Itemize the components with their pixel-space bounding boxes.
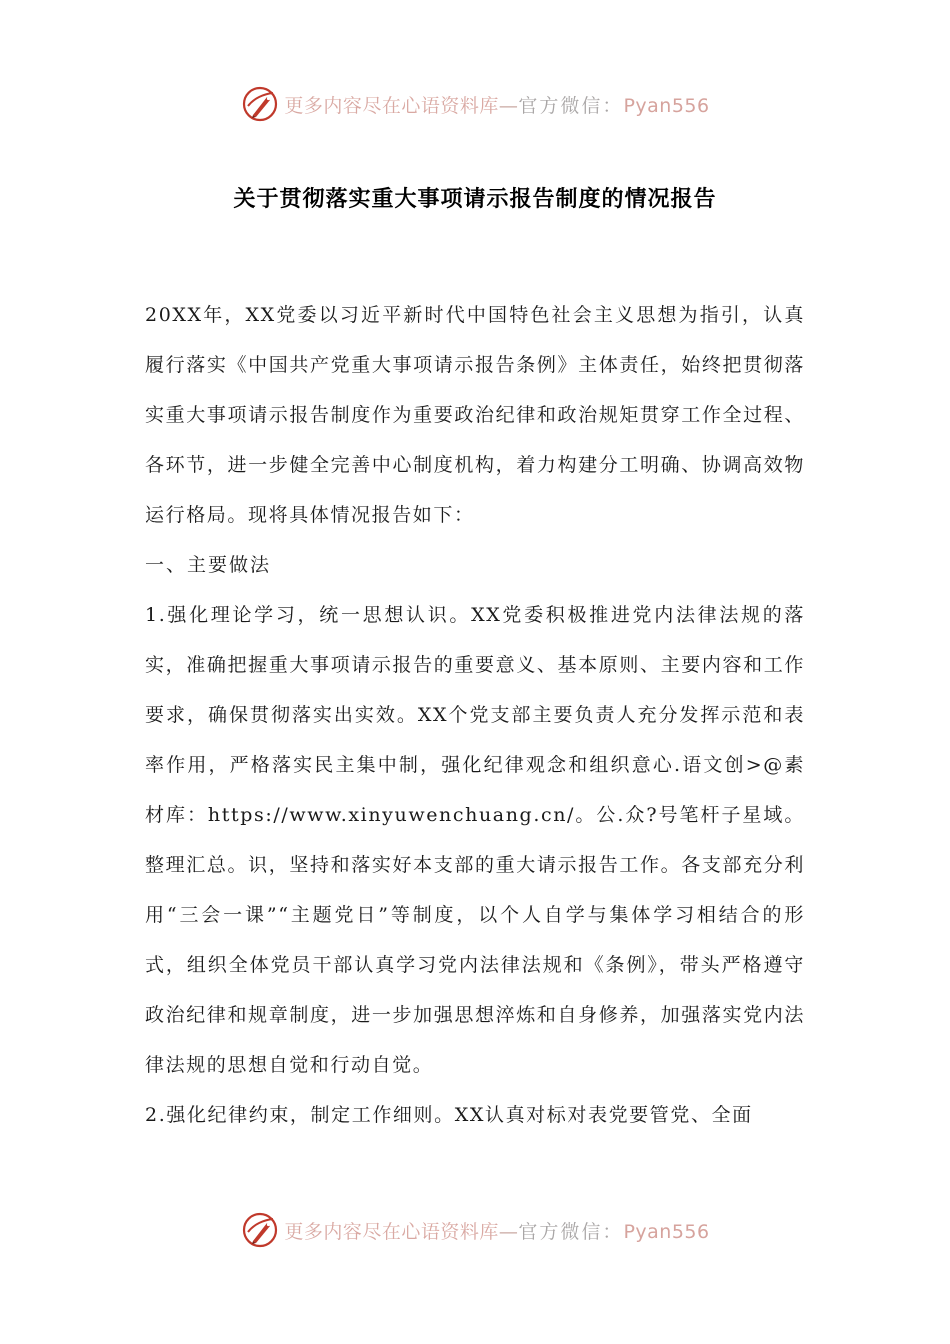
- body-paragraph-1: 1.强化理论学习，统一思想认识。XX党委积极推进党内法律法规的落实，准确把握重大事项请示报告的重要意义、基本原则、主要内容和工作要求，确保贯彻落实出实效。XX个党支部主要负责人充分发挥示范和表率作用，严格落实民主集中制，强化纪律观念和组织意心.语文创>@素材库：https://www.xinyuwenchuang.cn/。公.众?号笔杆子星域。整理汇总。识，坚持和落实好本支部的重大请示报告工作。各支部充分利用“三会一课”“主题党日”等制度，以个人自学与集体学习相结合的形式，组织全体党员干部认真学习党内法律法规和《条例》，带头严格遵守政治纪律和规章制度，进一步加强思想淬炼和自身修养，加强落实党内法律法规的思想自觉和行动自觉。: [145, 604, 805, 1076]
- document-title: 关于贯彻落实重大事项请示报告制度的情况报告: [233, 186, 717, 212]
- banner-wechat-id: Pyan556: [623, 1220, 710, 1243]
- banner-text: [284, 91, 709, 118]
- banner-wechat-label: 官方微信：: [518, 1220, 624, 1243]
- banner-prefix: 更多内容尽在心语资料库: [284, 94, 499, 117]
- banner-separator: —: [498, 1220, 519, 1243]
- banner-prefix: 更多内容尽在心语资料库: [284, 1220, 499, 1243]
- body-paragraph-2: 2.强化纪律约束，制定工作细则。XX认真对标对表党要管党、全面: [145, 1104, 753, 1126]
- banner-wechat-id: Pyan556: [623, 94, 710, 117]
- section-heading: 一、主要做法: [145, 554, 272, 576]
- banner-text: [284, 1217, 709, 1244]
- intro-paragraph: 20XX年，XX党委以习近平新时代中国特色社会主义思想为指引，认真履行落实《中国共产党重大事项请示报告条例》主体责任，始终把贯彻落实重大事项请示报告制度作为重要政治纪律和政治规矩贯穿工作全过程、各环节，进一步健全完善中心制度机构，着力构建分工明确、协调高效物运行格局。现将具体情况报告如下：: [145, 304, 805, 526]
- header-banner: [0, 80, 950, 128]
- banner-wechat-label: 官方微信：: [518, 94, 624, 117]
- footer-banner: [0, 1206, 950, 1254]
- document-body: [145, 290, 805, 1140]
- banner-separator: —: [498, 94, 519, 117]
- pen-logo-icon: [240, 84, 280, 124]
- pen-logo-icon: [240, 1210, 280, 1250]
